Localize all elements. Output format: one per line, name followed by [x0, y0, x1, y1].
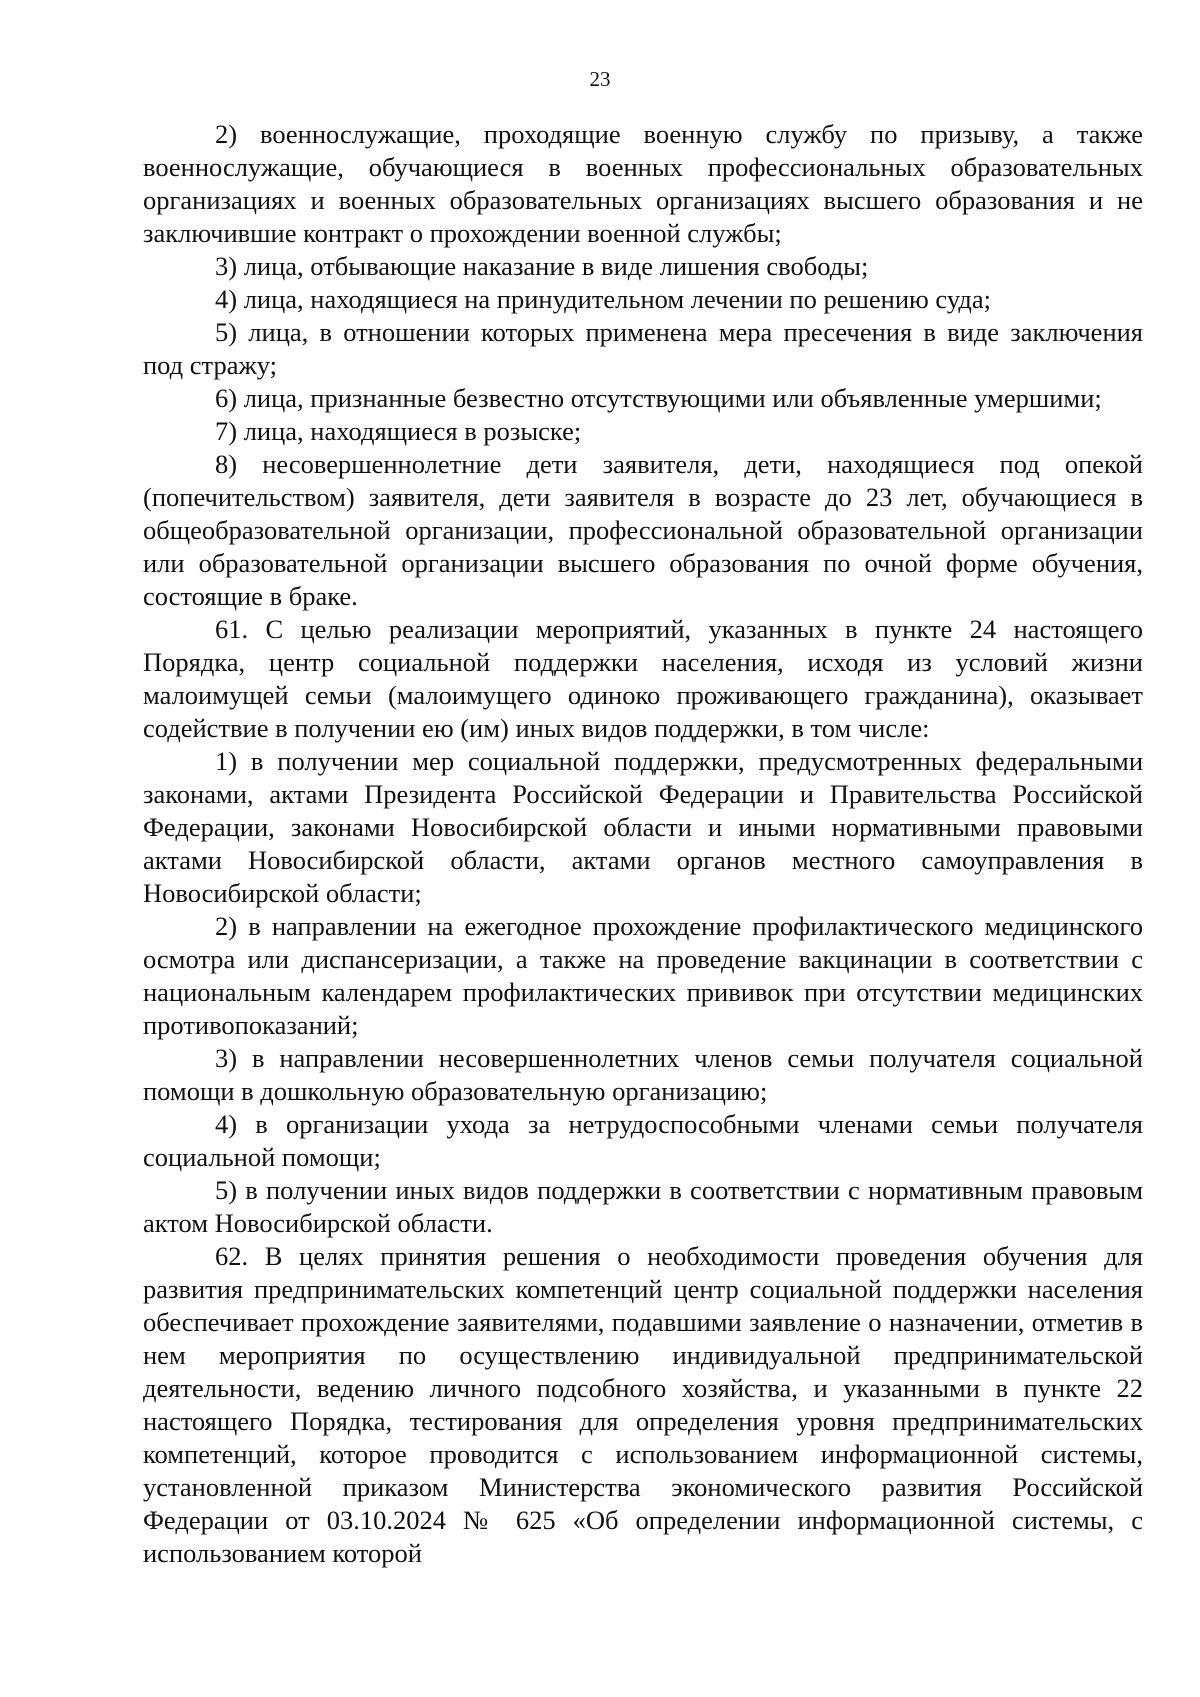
page-number: 23 [589, 67, 611, 91]
paragraph-61-item-1: 1) в получении мер социальной поддержки, предусмотренных федеральными законами, актами Президента Российской Федерации и Правительства Российской Федерации, законами Новосибирской области и иными нормативными правовыми актами Новосибирской области, актами органов местного самоуправления в Новосибирской области; [143, 746, 1143, 908]
paragraph-clause-62: 62. В целях принятия решения о необходимости проведения обучения для развития предпринимательских компетенций центр социальной поддержки населения обеспечивает прохождение заявителями, подавшими заявление о назначении, отметив в нем мероприятия по осуществлению индивидуальной предпринимательской деятельности, ведению личного подсобного хозяйства, и указанными в пункте 22 настоящего Порядка, тестирования для определения уровня предпринимательских компетенций, которое проводится с использованием информационной системы, установленной приказом Министерства экономического развития Российской Федерации от 03.10.2024 № 625 «Об определении информационной системы, с использованием которой [143, 1241, 1143, 1568]
paragraph-item-3: 3) лица, отбывающие наказание в виде лишения свободы; [215, 251, 869, 281]
paragraph-item-8: 8) несовершеннолетние дети заявителя, дети, находящиеся под опекой (попечительством) заявителя, дети заявителя в возрасте до 23 лет, обучающиеся в общеобразовательной организации, профессиональной образовательной организации или образовательной организации высшего образования по очной форме обучения, состоящие в браке. [143, 449, 1143, 611]
paragraph-61-item-3: 3) в направлении несовершеннолетних членов семьи получателя социальной помощи в дошкольную образовательную организацию; [143, 1043, 1143, 1106]
paragraph-clause-61: 61. С целью реализации мероприятий, указанных в пункте 24 настоящего Порядка, центр социальной поддержки населения, исходя из условий жизни малоимущей семьи (малоимущего одиноко проживающего гражданина), оказывает содействие в получении ею (им) иных видов поддержки, в том числе: [143, 614, 1143, 743]
paragraph-61-item-5: 5) в получении иных видов поддержки в соответствии с нормативным правовым актом Новосибирской области. [143, 1175, 1143, 1238]
document-body [143, 118, 1143, 1570]
paragraph-item-4: 4) лица, находящиеся на принудительном лечении по решению суда; [215, 284, 992, 314]
paragraph-item-6: 6) лица, признанные безвестно отсутствующими или объявленные умершими; [215, 383, 1102, 413]
paragraph-item-7: 7) лица, находящиеся в розыске; [215, 416, 582, 446]
paragraph-61-item-2: 2) в направлении на ежегодное прохождение профилактического медицинского осмотра или диспансеризации, а также на проведение вакцинации в соответствии с национальным календарем профилактических прививок при отсутствии медицинских противопоказаний; [143, 911, 1143, 1040]
paragraph-61-item-4: 4) в организации ухода за нетрудоспособными членами семьи получателя социальной помощи; [143, 1109, 1143, 1172]
paragraph-item-2: 2) военнослужащие, проходящие военную службу по призыву, а также военнослужащие, обучающиеся в военных профессиональных образовательных организациях и военных образовательных организациях высшего образования и не заключившие контракт о прохождении военной службы; [143, 119, 1143, 248]
paragraph-item-5: 5) лица, в отношении которых применена мера пресечения в виде заключения под стражу; [143, 317, 1143, 380]
